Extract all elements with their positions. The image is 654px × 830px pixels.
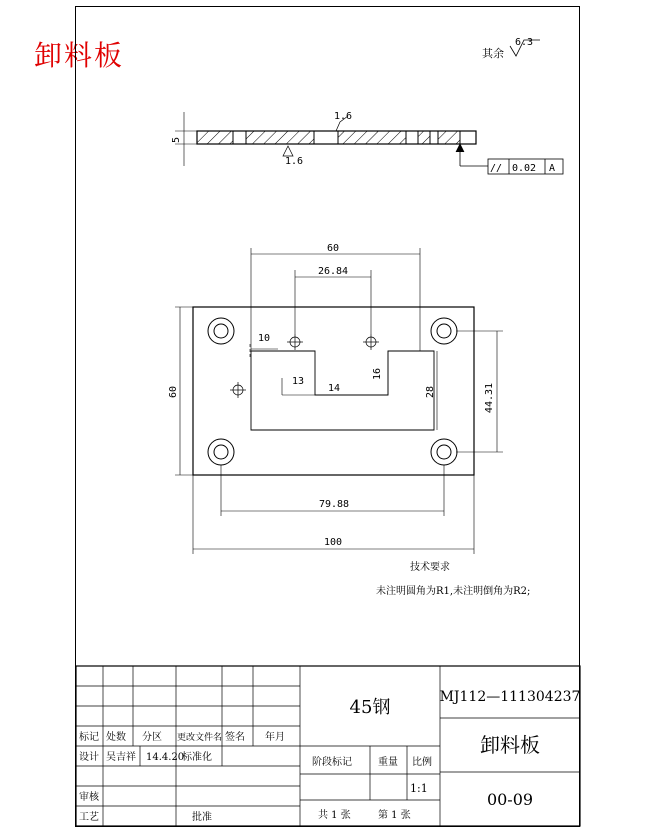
label-standardize: 标准化 [182, 752, 212, 763]
pin-holes [230, 334, 379, 398]
design-date: 14.4.20 [146, 752, 185, 763]
drawing-number: MJ112—111304237 [439, 689, 581, 705]
tolerance-value: 0.02 [512, 163, 537, 174]
section-outline [197, 131, 476, 144]
section-hatch [246, 131, 314, 144]
dim-44-31: 44.31 [484, 382, 495, 414]
dim-16: 16 [372, 367, 383, 381]
part-name: 卸料板 [480, 733, 540, 757]
tolerance-symbol: // [490, 163, 503, 174]
section-hatch [338, 131, 406, 144]
label-scale: 比例 [412, 757, 432, 768]
label-mark: 标记 [79, 732, 99, 743]
label-approve: 批准 [192, 812, 212, 823]
roughness-top-value: 1.6 [334, 111, 353, 122]
roughness-bottom-value: 1.6 [285, 156, 304, 167]
label-review: 审核 [79, 792, 99, 803]
label-date: 年月 [265, 732, 285, 743]
dim-10: 10 [257, 333, 271, 344]
section-hatch [197, 131, 233, 144]
dim-60-left: 60 [168, 385, 179, 399]
roughness-bottom-icon [283, 146, 293, 156]
designer-name: 吴吉祥 [106, 752, 136, 763]
dim-28: 28 [425, 385, 436, 399]
roughness-label: 其余 [482, 47, 504, 60]
label-weight: 重量 [378, 757, 398, 768]
dim-60-top: 60 [326, 243, 340, 254]
label-change-doc: 更改文件名 [177, 733, 223, 743]
tech-req-heading: 技术要求 [410, 562, 450, 573]
part-code: 00-09 [486, 790, 534, 809]
thickness-dim: 5 [171, 136, 182, 144]
tech-req-text: 未注明圆角为R1,未注明倒角为R2; [376, 586, 531, 597]
material: 45钢 [349, 697, 391, 718]
plan-dimension-texts [168, 243, 495, 548]
drawing-title: 卸料板 [34, 39, 125, 72]
dim-100: 100 [323, 537, 343, 548]
label-signature: 签名 [225, 732, 245, 743]
section-view [171, 111, 563, 174]
title-block-texts [79, 689, 580, 823]
label-design: 设计 [79, 752, 99, 763]
section-hatch [418, 131, 430, 144]
dim-14: 14 [327, 383, 341, 394]
label-count: 处数 [106, 732, 126, 743]
label-zone: 分区 [142, 732, 162, 743]
dim-13: 13 [291, 376, 305, 387]
roughness-value: 6.3 [515, 37, 534, 48]
total-sheets: 共 1 张 [318, 810, 351, 821]
label-stage: 阶段标记 [312, 757, 352, 768]
cavity-outline [251, 351, 434, 430]
section-hatch [438, 131, 460, 144]
sheet-number: 第 1 张 [378, 810, 411, 821]
scale-value: 1:1 [410, 782, 428, 795]
label-process: 工艺 [79, 812, 99, 823]
roughness-note [482, 37, 540, 60]
datum-label: A [549, 163, 556, 174]
dim-26-84: 26.84 [317, 266, 349, 277]
dim-79-88: 79.88 [318, 499, 350, 510]
